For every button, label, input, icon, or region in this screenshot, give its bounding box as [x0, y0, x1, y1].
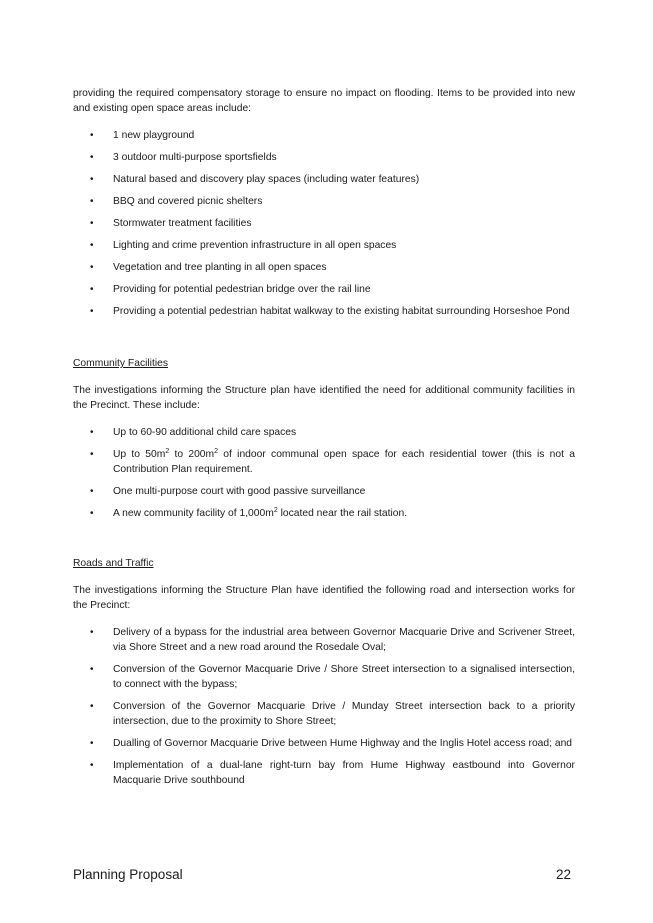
bullet-icon: • — [90, 196, 94, 207]
list-item: • 3 outdoor multi-purpose sportsfields — [90, 152, 277, 163]
list-item: • A new community facility of $1,000m^2$ located near the rail station. — [90, 507, 408, 519]
list-item: • Lighting and crime prevention infrastructure in all open spaces — [90, 240, 397, 251]
footer-title: Planning Proposal — [73, 867, 183, 882]
bullet-icon: • — [90, 760, 94, 771]
roads-list — [73, 625, 575, 788]
list-item: • Vegetation and tree planting in all open spaces — [90, 262, 327, 273]
bullet-icon: • — [90, 664, 94, 675]
list-item: • Stormwater treatment facilities — [90, 218, 252, 229]
bullet-icon: • — [90, 449, 94, 460]
list-item: • Dualling of Governor Macquarie Drive between Hume Highway and the Inglis Hotel access road; and — [90, 738, 573, 749]
bullet-icon: • — [90, 486, 94, 497]
community-paragraph: The investigations informing the Structure plan have identified the need for additional community facilities in the Precinct. These include: — [73, 385, 575, 411]
community-facilities-heading: Community Facilities — [73, 358, 168, 369]
list-item: • 1 new playground — [90, 130, 195, 141]
community-list — [73, 425, 575, 521]
list-item: • One multi-purpose court with good passive surveillance — [90, 486, 366, 497]
list-item: • Up to $50m^2$ to $200m^2$ of indoor communal open space for each residential tower (this is not a Contribution Plan requirement. — [90, 448, 575, 475]
bullet-icon: • — [90, 284, 94, 295]
bullet-icon: • — [90, 262, 94, 273]
bullet-icon: • — [90, 218, 94, 229]
bullet-icon: • — [90, 174, 94, 185]
bullet-icon: • — [90, 152, 94, 163]
list-item: • Conversion of the Governor Macquarie Drive / Shore Street intersection to a signalised intersection, to connect with the bypass; — [90, 664, 575, 690]
list-item: • Implementation of a dual-lane right-turn bay from Hume Highway eastbound into Governor Macquarie Drive southbound — [90, 760, 575, 786]
document-body — [73, 86, 575, 795]
page-number: 22 — [555, 867, 571, 882]
list-item: • Natural based and discovery play spaces (including water features) — [90, 174, 420, 185]
bullet-icon: • — [90, 306, 94, 317]
open-space-list — [73, 128, 575, 319]
bullet-icon: • — [90, 130, 94, 141]
list-item: • BBQ and covered picnic shelters — [90, 196, 263, 207]
page-footer — [73, 867, 571, 882]
list-item: • Providing a potential pedestrian habitat walkway to the existing habitat surrounding Horseshoe Pond — [90, 306, 570, 317]
bullet-icon: • — [90, 427, 94, 438]
roads-paragraph: The investigations informing the Structure Plan have identified the following road and intersection works for the Precinct: — [73, 585, 575, 611]
bullet-icon: • — [90, 627, 94, 638]
list-item: • Delivery of a bypass for the industrial area between Governor Macquarie Drive and Scrivener Street, via Shore Street and a new road around the Rosedale Oval; — [90, 627, 575, 653]
list-item: • Providing for potential pedestrian bridge over the rail line — [90, 284, 371, 295]
bullet-icon: • — [90, 508, 94, 519]
list-item: • Up to 60-90 additional child care spaces — [90, 427, 297, 438]
intro-paragraph: providing the required compensatory storage to ensure no impact on flooding. Items to be provided into new and existing open space areas include: — [73, 88, 575, 114]
bullet-icon: • — [90, 738, 94, 749]
bullet-icon: • — [90, 240, 94, 251]
roads-traffic-heading: Roads and Traffic — [73, 558, 154, 569]
bullet-icon: • — [90, 701, 94, 712]
list-item: • Conversion of the Governor Macquarie Drive / Munday Street intersection back to a priority intersection, due to the proximity to Shore Street; — [90, 701, 575, 727]
